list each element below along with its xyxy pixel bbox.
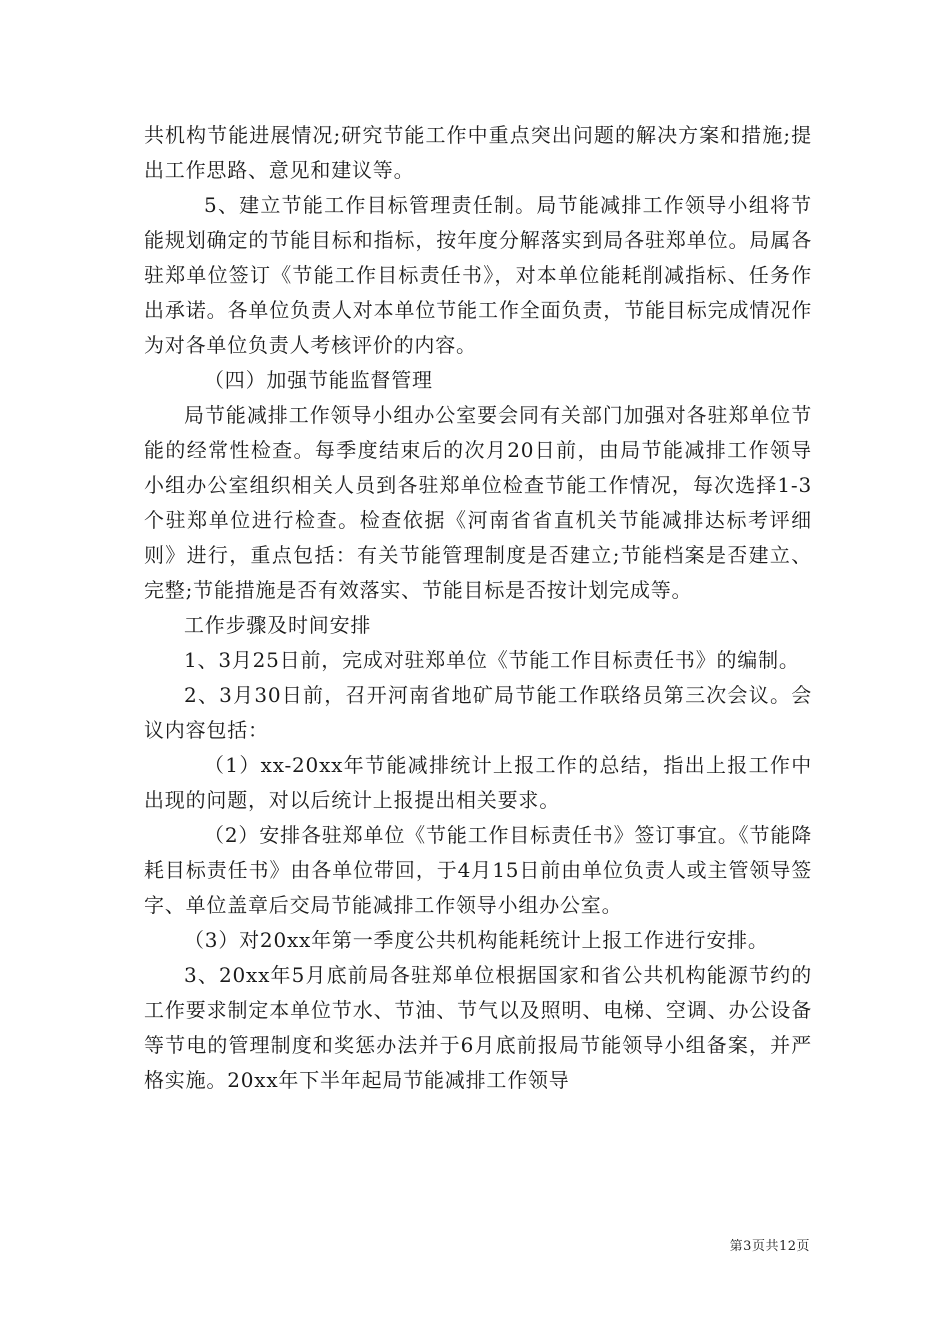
section-heading-steps: 工作步骤及时间安排 <box>184 613 372 637</box>
step-2-item-2: （2）安排各驻郑单位《节能工作目标责任书》签订事宜。《节能降耗目标责任书》由各单位带回，于4月15日前由单位负责人或主管领导签字、单位盖章后交局节能减排工作领导小组办公室。 <box>144 823 812 917</box>
step-2-item-3: （3）对20xx年第一季度公共机构能耗统计上报工作进行安排。 <box>184 928 769 952</box>
step-2-item-1: （1）xx-20xx年节能减排统计上报工作的总结，指出上报工作中出现的问题，对以后统计上报提出相关要求。 <box>144 753 812 812</box>
section-heading-4: （四）加强节能监督管理 <box>204 368 433 392</box>
page-number: 第3页共12页 <box>729 1239 810 1254</box>
paragraph-3: 局节能减排工作领导小组办公室要会同有关部门加强对各驻郑单位节能的经常性检查。每季度结束后的次月20日前，由局节能减排工作领导小组办公室组织相关人员到各驻郑单位检查节能工作情况，每次选择1-3个驻郑单位进行检查。检查依据《河南省省直机关节能减排达标考评细则》进行，重点包括：有关节能管理制度是否建立;节能档案是否建立、完整;节能措施是否有效落实、节能目标是否按计划完成等。 <box>144 403 812 602</box>
step-2: 2、3月30日前，召开河南省地矿局节能工作联络员第三次会议。会议内容包括： <box>144 683 812 742</box>
step-3: 3、20xx年5月底前局各驻郑单位根据国家和省公共机构能源节约的工作要求制定本单位节水、节油、节气以及照明、电梯、空调、办公设备等节电的管理制度和奖惩办法并于6月底前报局节能领导小组备案，并严格实施。20xx年下半年起局节能减排工作领导 <box>144 963 812 1092</box>
paragraph-2: 5、建立节能工作目标管理责任制。局节能减排工作领导小组将节能规划确定的节能目标和指标，按年度分解落实到局各驻郑单位。局属各驻郑单位签订《节能工作目标责任书》，对本单位能耗削减指标、任务作出承诺。各单位负责人对本单位节能工作全面负责，节能目标完成情况作为对各单位负责人考核评价的内容。 <box>144 193 812 357</box>
step-1: 1、3月25日前，完成对驻郑单位《节能工作目标责任书》的编制。 <box>184 648 800 672</box>
document-body <box>144 118 812 1098</box>
paragraph-1: 共机构节能进展情况;研究节能工作中重点突出问题的解决方案和措施;提出工作思路、意见和建议等。 <box>144 123 812 182</box>
